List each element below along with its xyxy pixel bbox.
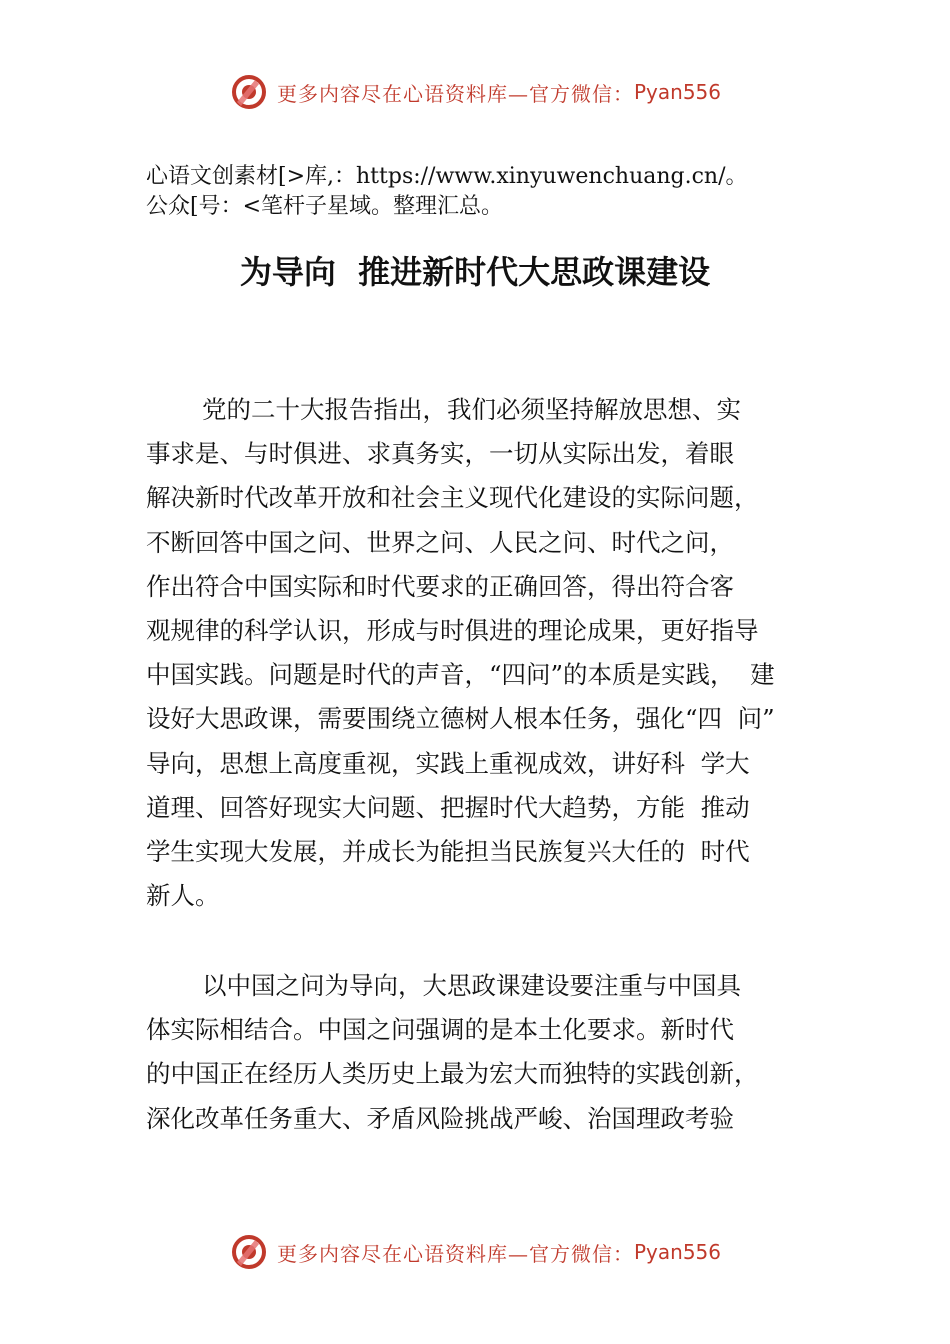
paragraph-line: 的中国正在经历人类历史上最为宏大而独特的实践创新， [146,1059,759,1089]
paragraph-line: 解决新时代改革开放和社会主义现代化建设的实际问题， [146,483,759,513]
paragraph-line: 党的二十大报告指出，我们必须坚持解放思想、实 [202,395,741,424]
paragraph-line: 设好大思政课，需要围绕立德树人根本任务，强化“四 问” [146,704,775,734]
watermark-text: 更多内容尽在心语资料库—官方微信： [276,81,634,106]
paragraph-line: 道理、回答好现实大问题、把握时代大趋势，方能 推动 [146,792,750,822]
paragraph-line: 中国实践。问题是时代的声音，“四问”的本质是实践， 建 [146,660,775,690]
body-paragraph-2 [146,964,836,1141]
paragraph-line: 新人。 [146,881,220,911]
paragraph-line: 学生实现大发展，并成长为能担当民族复兴大任的 时代 [146,836,750,866]
paragraph-line: 体实际相结合。中国之问强调的是本土化要求。新时代 [146,1015,734,1045]
footer-watermark [0,1230,950,1274]
paragraph-line: 以中国之问为导向，大思政课建设要注重与中国具 [202,971,741,1000]
page-title: 为导向 推进新时代大思政课建设 [239,253,711,291]
paragraph-line: 深化改革任务重大、矛盾风险挑战严峻、治国理政考验 [146,1103,734,1133]
paragraph-line: 导向，思想上高度重视，实践上重视成效，讲好科 学大 [146,748,750,778]
source-line-1: 心语文创素材[>库,：https://www.xinyuwenchuang.cn/。 [146,164,748,189]
brand-logo-icon [229,72,269,112]
paragraph-line: 作出符合中国实际和时代要求的正确回答，得出符合客 [146,571,734,601]
brand-logo-icon [229,1232,269,1272]
header-watermark [0,70,950,114]
paragraph-line: 事求是、与时俱进、求真务实，一切从实际出发，着眼 [146,439,734,469]
source-line-2: 公众[号：<笔杆子星域。整理汇总。 [146,194,504,219]
watermark-wechat-id: Pyan556 [633,80,721,104]
body-paragraph-1 [146,388,836,918]
watermark-text: 更多内容尽在心语资料库—官方微信： [276,1241,634,1266]
paragraph-line: 观规律的科学认识，形成与时俱进的理论成果，更好指导 [146,615,759,645]
watermark-wechat-id: Pyan556 [633,1240,721,1264]
paragraph-line: 不断回答中国之问、世界之问、人民之问、时代之问， [146,527,734,557]
